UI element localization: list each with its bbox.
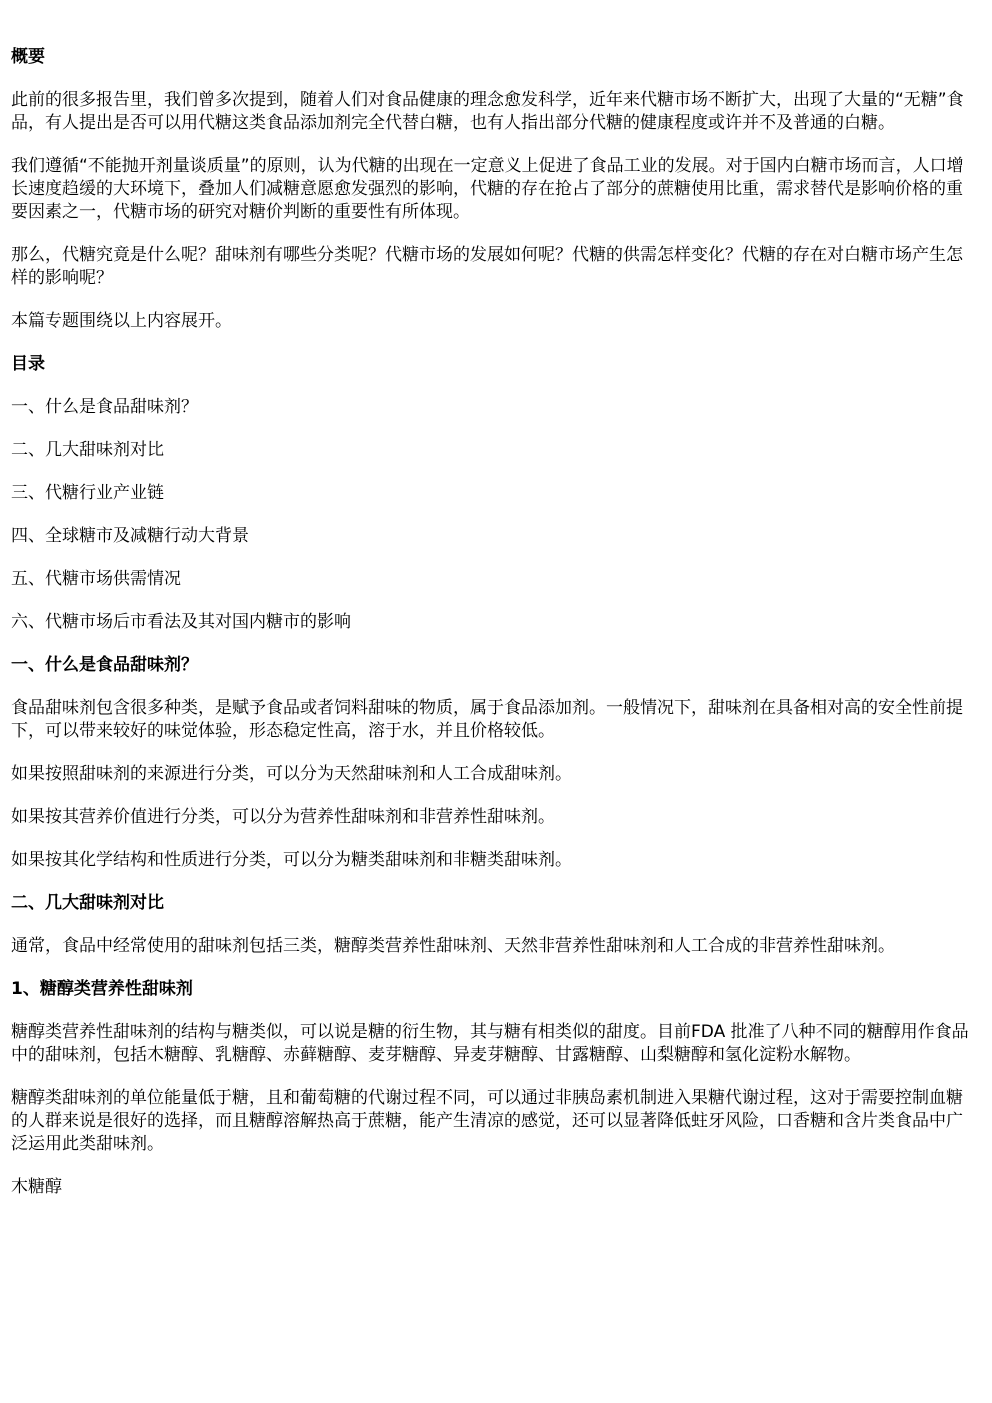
overview-paragraph-4: 本篇专题围绕以上内容展开。 xyxy=(11,311,232,331)
overview-paragraph-2: 我们遵循“不能抛开剂量谈质量”的原则，认为代糖的出现在一定意义上促进了食品工业的发展。对于国内白糖市场而言，人口增长速度趋缓的大环境下，叠加人们减糖意愿愈发强烈的影响，代糖的存在抢占了部分的蔗糖使用比重，需求替代是影响价格的重要因素之一，代糖市场的研究对糖价判断的重要性有所体现。 xyxy=(11,156,964,222)
section2-heading: 二、几大甜味剂对比 xyxy=(11,893,164,913)
toc-heading: 目录 xyxy=(11,354,45,374)
section2-paragraph-1: 通常，食品中经常使用的甜味剂包括三类，糖醇类营养性甜味剂、天然非营养性甜味剂和人工合成的非营养性甜味剂。 xyxy=(11,936,895,956)
toc-item-2: 二、几大甜味剂对比 xyxy=(11,440,164,460)
section1-paragraph-2: 如果按照甜味剂的来源进行分类，可以分为天然甜味剂和人工合成甜味剂。 xyxy=(11,764,572,784)
subsection1-paragraph-1: 糖醇类营养性甜味剂的结构与糖类似，可以说是糖的衍生物，其与糖有相类似的甜度。目前FDA 批准了八种不同的糖醇用作食品中的甜味剂，包括木糖醇、乳糖醇、赤藓糖醇、麦芽糖醇、异麦芽糖醇、甘露糖醇、山梨糖醇和氢化淀粉水解物。 xyxy=(11,1022,969,1065)
subsection1-paragraph-2: 糖醇类甜味剂的单位能量低于糖，且和葡萄糖的代谢过程不同，可以通过非胰岛素机制进入果糖代谢过程，这对于需要控制血糖的人群来说是很好的选择，而且糖醇溶解热高于蔗糖，能产生清凉的感觉，还可以显著降低蛀牙风险，口香糖和含片类食品中广泛运用此类甜味剂。 xyxy=(11,1088,963,1154)
toc-item-6: 六、代糖市场后市看法及其对国内糖市的影响 xyxy=(11,612,351,632)
section1-heading: 一、什么是食品甜味剂？ xyxy=(11,655,198,675)
subsection1-heading: 1、糖醇类营养性甜味剂 xyxy=(11,979,193,999)
overview-paragraph-3: 那么，代糖究竟是什么呢？甜味剂有哪些分类呢？代糖市场的发展如何呢？代糖的供需怎样变化？代糖的存在对白糖市场产生怎样的影响呢？ xyxy=(11,245,963,288)
section1-paragraph-1: 食品甜味剂包含很多种类，是赋予食品或者饲料甜味的物质，属于食品添加剂。一般情况下，甜味剂在具备相对高的安全性前提下，可以带来较好的味觉体验，形态稳定性高，溶于水，并且价格较低。 xyxy=(11,698,963,741)
trailing-label: 木糖醇 xyxy=(11,1177,62,1197)
overview-paragraph-1: 此前的很多报告里，我们曾多次提到，随着人们对食品健康的理念愈发科学，近年来代糖市场不断扩大，出现了大量的“无糖”食品，有人提出是否可以用代糖这类食品添加剂完全代替白糖，也有人指出部分代糖的健康程度或许并不及普通的白糖。 xyxy=(11,90,964,133)
toc-item-4: 四、全球糖市及减糖行动大背景 xyxy=(11,526,249,546)
toc-item-3: 三、代糖行业产业链 xyxy=(11,483,164,503)
toc-item-1: 一、什么是食品甜味剂？ xyxy=(11,397,198,417)
section1-paragraph-4: 如果按其化学结构和性质进行分类，可以分为糖类甜味剂和非糖类甜味剂。 xyxy=(11,850,572,870)
toc-item-5: 五、代糖市场供需情况 xyxy=(11,569,181,589)
overview-heading: 概要 xyxy=(11,47,45,67)
section1-paragraph-3: 如果按其营养价值进行分类，可以分为营养性甜味剂和非营养性甜味剂。 xyxy=(11,807,555,827)
